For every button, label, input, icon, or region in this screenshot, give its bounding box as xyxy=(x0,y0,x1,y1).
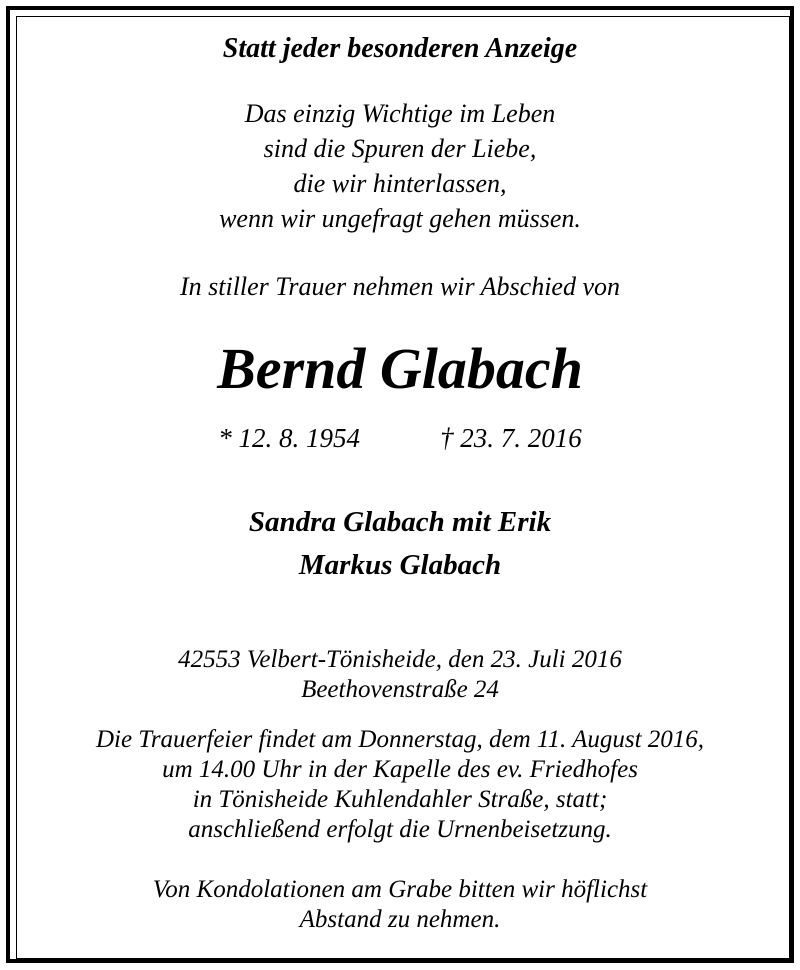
condolence-note xyxy=(0,875,800,935)
verse-line: Das einzig Wichtige im Leben xyxy=(244,99,556,128)
condolence-line: Abstand zu nehmen. xyxy=(299,906,501,933)
funeral-info xyxy=(0,725,800,845)
mourners xyxy=(0,501,800,587)
verse-line: die wir hinterlassen, xyxy=(293,169,507,198)
mourner-name: Sandra Glabach mit Erik xyxy=(248,506,552,538)
life-dates xyxy=(0,420,800,456)
address-line: 42553 Velbert-Tönisheide, den 23. Juli 2016 xyxy=(178,646,622,673)
address-block xyxy=(0,645,800,705)
funeral-line: anschließend erfolgt die Urnenbeisetzung. xyxy=(188,816,612,843)
notice-header: Statt jeder besonderen Anzeige xyxy=(222,33,578,64)
verse xyxy=(0,96,800,236)
funeral-line: in Tönisheide Kuhlendahler Straße, statt; xyxy=(192,786,608,813)
deceased-name: Bernd Glabach xyxy=(217,336,583,401)
funeral-line: Die Trauerfeier findet am Donnerstag, dem 11. August 2016, xyxy=(95,726,705,753)
intro-line: In stiller Trauer nehmen wir Abschied von xyxy=(179,272,621,301)
birth-date: * 12. 8. 1954 xyxy=(218,423,360,453)
verse-line: sind die Spuren der Liebe, xyxy=(263,134,537,163)
mourner-name: Markus Glabach xyxy=(298,549,502,581)
condolence-line: Von Kondolationen am Grabe bitten wir höflichst xyxy=(152,876,648,903)
verse-line: wenn wir ungefragt gehen müssen. xyxy=(219,204,581,233)
death-date: † 23. 7. 2016 xyxy=(440,423,582,453)
address-line: Beethovenstraße 24 xyxy=(301,676,499,703)
funeral-line: um 14.00 Uhr in der Kapelle des ev. Friedhofes xyxy=(162,756,638,783)
